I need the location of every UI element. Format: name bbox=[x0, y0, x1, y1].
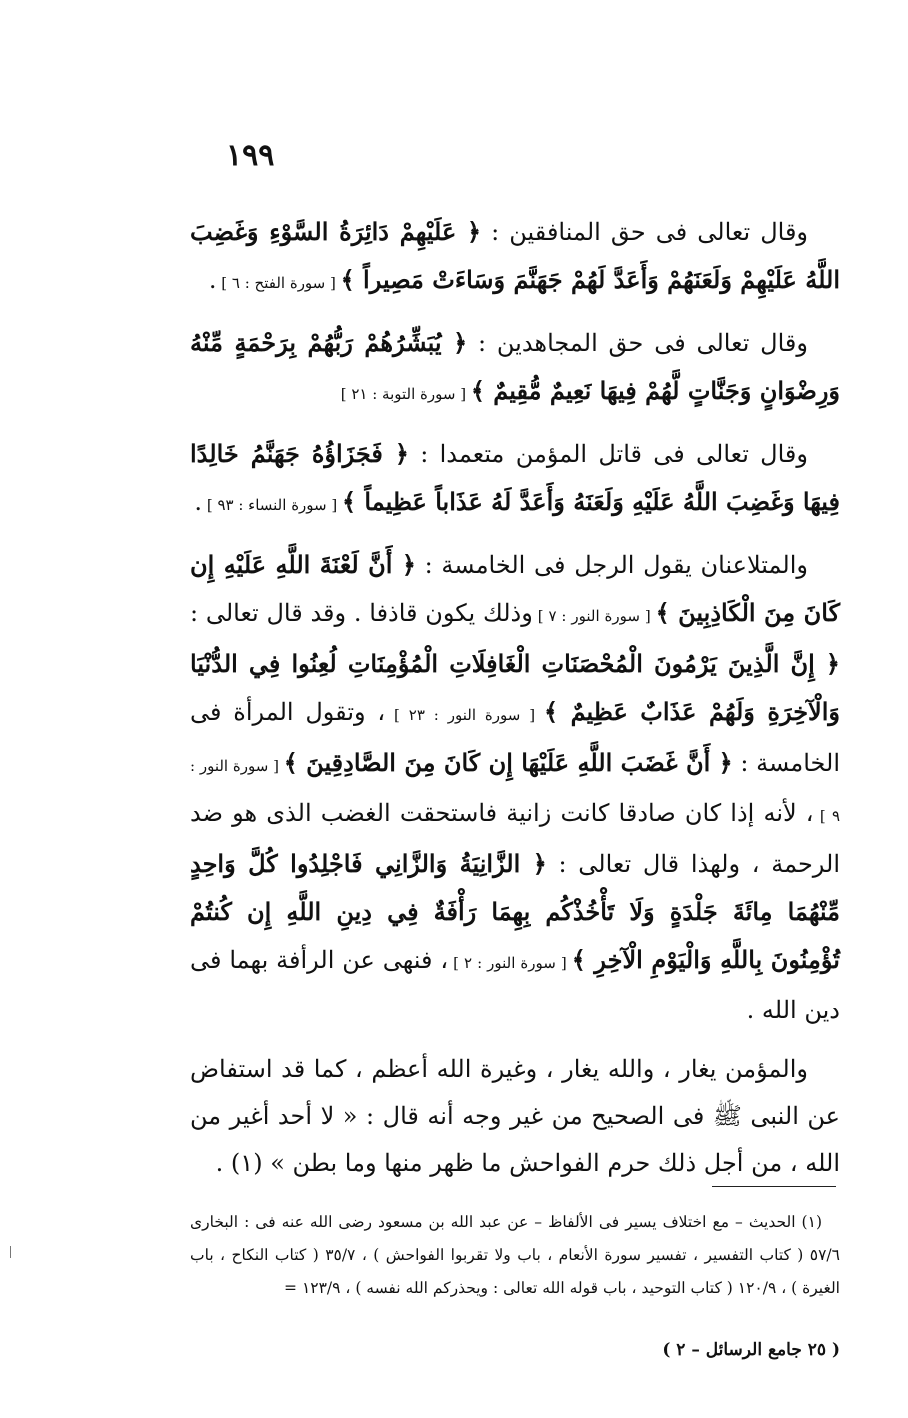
paragraph-intro: وقال تعالى فى قاتل المؤمن متعمدا : bbox=[408, 440, 808, 468]
surah-reference: [ سورة الفتح : ٦ ] bbox=[216, 274, 341, 292]
paragraph-text: والمؤمن يغار ، والله يغار ، وغيرة الله أعظم ، كما قد استفاض عن النبى ﷺ فى الصحيح من غير وجه أنه قال : « لا أحد أغير من الله ، من أجل ذلك حرم الفواحش ما ظهر منها وما بطن » bbox=[190, 1055, 840, 1177]
paragraph-mujahidin bbox=[190, 319, 840, 418]
quran-verse: ﴿ أَنَّ لَعْنَةَ اللَّهِ عَلَيْهِ إِن كَانَ مِنَ الْكَاذِبِينَ ﴾ bbox=[190, 550, 840, 627]
paragraph-end: . bbox=[194, 488, 203, 516]
printer-signature: ( ٢٥ جامع الرسائل – ٢ ) bbox=[662, 1340, 840, 1360]
body-text bbox=[190, 208, 840, 1199]
quran-verse: ﴿ الزَّانِيَةُ وَالزَّانِي فَاجْلِدُوا كُلَّ وَاحِدٍ مِّنْهُمَا مِائَةَ جَلْدَةٍ وَلَا تَأْخُذْكُم بِهِمَا رَأْفَةٌ فِي دِينِ اللَّهِ إِن كُنتُمْ تُؤْمِنُونَ بِاللَّهِ وَالْيَوْمِ الْآخِرِ ﴾ bbox=[190, 849, 840, 974]
paragraph-text: ، فنهى عن الرأفة بهما فى دين الله . bbox=[190, 946, 840, 1024]
paragraph-end: . bbox=[208, 266, 217, 294]
quran-verse: ﴿ عَلَيْهِمْ دَائِرَةُ السَّوْءِ وَغَضِبَ اللَّهُ عَلَيْهِمْ وَلَعَنَهُمْ وَأَعَدَّ لَهُمْ جَهَنَّمَ وَسَاءَتْ مَصِيراً ﴾ bbox=[190, 217, 840, 294]
paragraph-text: ، وتقول المرأة فى الخامسة : bbox=[190, 698, 841, 777]
footnote: (١) الحديث – مع اختلاف يسير فى الألفاظ – عن عبد الله بن مسعود رضى الله عنه فى : البخارى ٥٧/٦ ( كتاب التفسير ، تفسير سورة الأنعام ، باب ولا تقربوا الفواحش ) ، ٣٥/٧ ( كتاب النكاح ، باب الغيرة ) ، ١٢٠/٩ ( كتاب التوحيد ، باب قوله الله تعالى : ويحذركم الله نفسه ) ، ١٢٣/٩ = bbox=[190, 1213, 840, 1297]
paragraph-text: وذلك يكون قاذفا . وقد قال تعالى : bbox=[190, 599, 533, 627]
quran-verse: ﴿ أَنَّ غَضَبَ اللَّهِ عَلَيْهَا إِن كَانَ مِنَ الصَّادِقِينَ ﴾ bbox=[283, 748, 733, 777]
paragraph-text: والمتلاعنان يقول الرجل فى الخامسة : bbox=[415, 551, 808, 579]
footnote-marker: (١) bbox=[230, 1149, 263, 1177]
paragraph-text: ، لأنه إذا كان صادقا كانت زانية فاستحقت الغضب الذى هو ضد الرحمة ، ولهذا قال تعالى : bbox=[190, 799, 841, 878]
surah-reference: [ سورة النساء : ٩٣ ] bbox=[202, 496, 342, 514]
paragraph-intro: وقال تعالى فى حق المجاهدين : bbox=[467, 329, 808, 357]
footnote-divider bbox=[712, 1186, 836, 1187]
paragraph-murderer bbox=[190, 430, 840, 529]
surah-reference: [ سورة النور : ٩ ] bbox=[190, 757, 840, 825]
paragraph-lian bbox=[190, 541, 840, 1034]
surah-reference: [ سورة النور : ٧ ] bbox=[532, 607, 656, 625]
surah-reference: [ سورة التوبة : ٢١ ] bbox=[340, 385, 471, 403]
surah-reference: [ سورة النور : ٢٣ ] bbox=[385, 706, 545, 724]
quran-verse: ﴿ يُبَشِّرُهُمْ رَبُّهُمْ بِرَحْمَةٍ مِّنْهُ وَرِضْوَانٍ وَجَنَّاتٍ لَّهُمْ فِيهَا نَعِيمٌ مُّقِيمٌ ﴾ bbox=[190, 328, 840, 405]
paragraph-jealousy bbox=[190, 1046, 840, 1187]
page-number: ١٩٩ bbox=[226, 138, 275, 173]
quran-verse: ﴿ فَجَزَاؤُهُ جَهَنَّمُ خَالِدًا فِيهَا وَغَضِبَ اللَّهُ عَلَيْهِ وَلَعَنَهُ وَأَعَدَّ لَهُ عَذَاباً عَظِيماً ﴾ bbox=[190, 439, 840, 516]
surah-reference: [ سورة النور : ٢ ] bbox=[448, 954, 572, 972]
margin-mark bbox=[10, 1246, 11, 1258]
paragraph-hypocrites bbox=[190, 208, 840, 307]
paragraph-end: . bbox=[215, 1149, 231, 1177]
paragraph-intro: وقال تعالى فى حق المنافقين : bbox=[481, 218, 809, 246]
quran-verse: ﴿ إِنَّ الَّذِينَ يَرْمُونَ الْمُحْصَنَاتِ الْغَافِلَاتِ الْمُؤْمِنَاتِ لُعِنُوا فِي الدُّنْيَا وَالْآخِرَةِ وَلَهُمْ عَذَابٌ عَظِيمٌ ﴾ bbox=[190, 649, 840, 726]
